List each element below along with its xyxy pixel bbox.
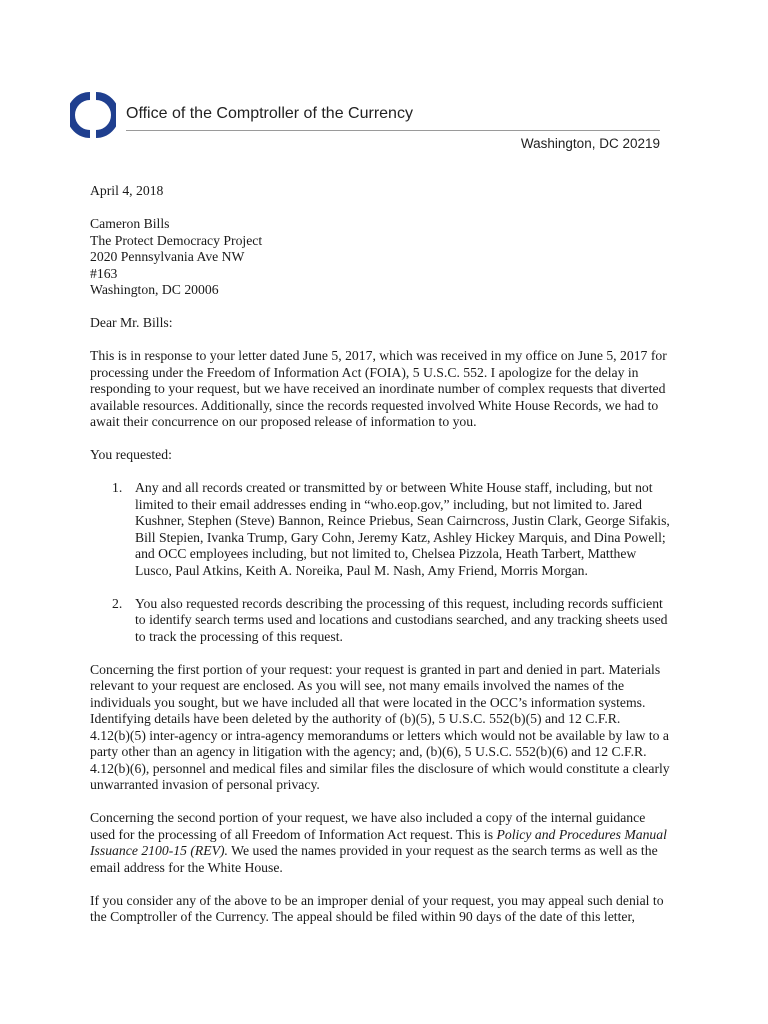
text-line: Concerning the second portion of your request, we have also included a copy of the internal guidance [90, 810, 646, 825]
text-line: unwarranted invasion of personal privacy. [90, 777, 320, 792]
manual-issuance: Issuance 2100-15 (REV). [90, 843, 228, 858]
text-line [90, 827, 680, 844]
recipient-address [90, 216, 680, 299]
text-line: Concerning the first portion of your request: your request is granted in part and denied in part. Materials [90, 661, 661, 677]
text-line: available resources. Additionally, since the records requested involved White House Records, we had to [90, 397, 659, 413]
letter-body [90, 183, 680, 942]
text-line: Kushner, Stephen (Steve) Bannon, Reince Priebus, Sean Cairncross, Justin Clark, George Sifakis, [135, 513, 670, 528]
text-line: and OCC employees including, but not limited to, Chelsea Pizzola, Heath Tarbert, Matthew [135, 546, 637, 561]
text-line: party other than an agency in litigation with the agency; and, (b)(6), 5 U.S.C. 552(b)(6) and 12 C.F.R. [90, 744, 647, 759]
text-line: to identify search terms used and locations and custodians searched, and any tracking sheets used [135, 612, 668, 627]
list-item [90, 596, 680, 646]
salutation: Dear Mr. Bills: [90, 315, 173, 330]
paragraph-response [90, 348, 680, 431]
occ-logo-icon [70, 92, 116, 138]
text-line: individuals you sought, but we have included all that were located in the OCC’s information systems. [90, 694, 646, 710]
text-line: to track the processing of this request. [135, 628, 343, 644]
text-line: 4.12(b)(6), personnel and medical files and similar files the disclosure of which would constitute a clearly [90, 760, 670, 776]
text-line: the Comptroller of the Currency. The appeal should be filed within 90 days of the date of this letter, [90, 909, 635, 924]
request-list [90, 480, 680, 645]
office-location: Washington, DC 20219 [520, 136, 660, 151]
you-requested-label: You requested: [90, 447, 172, 462]
paragraph-second-portion [90, 810, 680, 876]
text-line: email address for the White House. [90, 859, 283, 875]
recipient-line: Washington, DC 20006 [90, 282, 219, 297]
list-number: 1. [112, 480, 123, 495]
letterhead-divider [126, 130, 660, 131]
text-segment: We used the names provided in your request as the search terms as well as the [227, 843, 658, 858]
list-number: 2. [112, 595, 123, 611]
manual-title: Policy and Procedures Manual [496, 826, 667, 842]
text-line: Lusco, Paul Atkins, Keith A. Noreika, Paul M. Nash, Amy Friend, Morris Morgan. [135, 562, 588, 578]
recipient-line: #163 [90, 265, 118, 281]
recipient-line: The Protect Democracy Project [90, 232, 263, 248]
text-line [90, 843, 680, 860]
text-line: Any and all records created or transmitted by or between White House staff, including, but not [135, 480, 653, 495]
text-line: processing under the Freedom of Information Act (FOIA), 5 U.S.C. 552. I apologize for the delay in [90, 364, 639, 380]
paragraph-appeal [90, 893, 680, 926]
letter-date: April 4, 2018 [90, 183, 164, 198]
text-line: Bill Stepien, Ivanka Trump, Gary Cohn, Jeremy Katz, Ashley Hickey Marquis, and Dina Powell; [135, 529, 666, 545]
list-item [90, 480, 680, 579]
paragraph-first-portion [90, 662, 680, 794]
organization-name: Office of the Comptroller of the Currency [126, 105, 413, 122]
recipient-line: 2020 Pennsylvania Ave NW [90, 249, 245, 264]
text-line: This is in response to your letter dated June 5, 2017, which was received in my office on June 5, 2017 for [90, 348, 667, 363]
text-line: You also requested records describing the processing of this request, including records sufficient [135, 595, 663, 611]
text-line: responding to your request, but we have received an inordinate number of complex requests that diverted [90, 381, 666, 396]
text-line: limited to their email addresses ending in “who.eop.gov,” including, but not limited to. Jared [135, 496, 642, 512]
text-line: Identifying details have been deleted by the authority of (b)(5), 5 U.S.C. 552(b)(5) and 12 C.F.R. [90, 711, 621, 726]
recipient-line: Cameron Bills [90, 216, 170, 231]
text-segment: used for the processing of all Freedom of Information Act request. This is [90, 826, 497, 842]
text-line: If you consider any of the above to be an improper denial of your request, you may appeal such denial to [90, 892, 664, 908]
text-line: 4.12(b)(5) inter-agency or intra-agency memorandums or letters which would not be available by law to a [90, 727, 669, 743]
text-line: await their concurrence on our proposed release of information to you. [90, 414, 477, 429]
text-line: relevant to your request are enclosed. As you will see, not many emails involved the names of the [90, 678, 625, 693]
